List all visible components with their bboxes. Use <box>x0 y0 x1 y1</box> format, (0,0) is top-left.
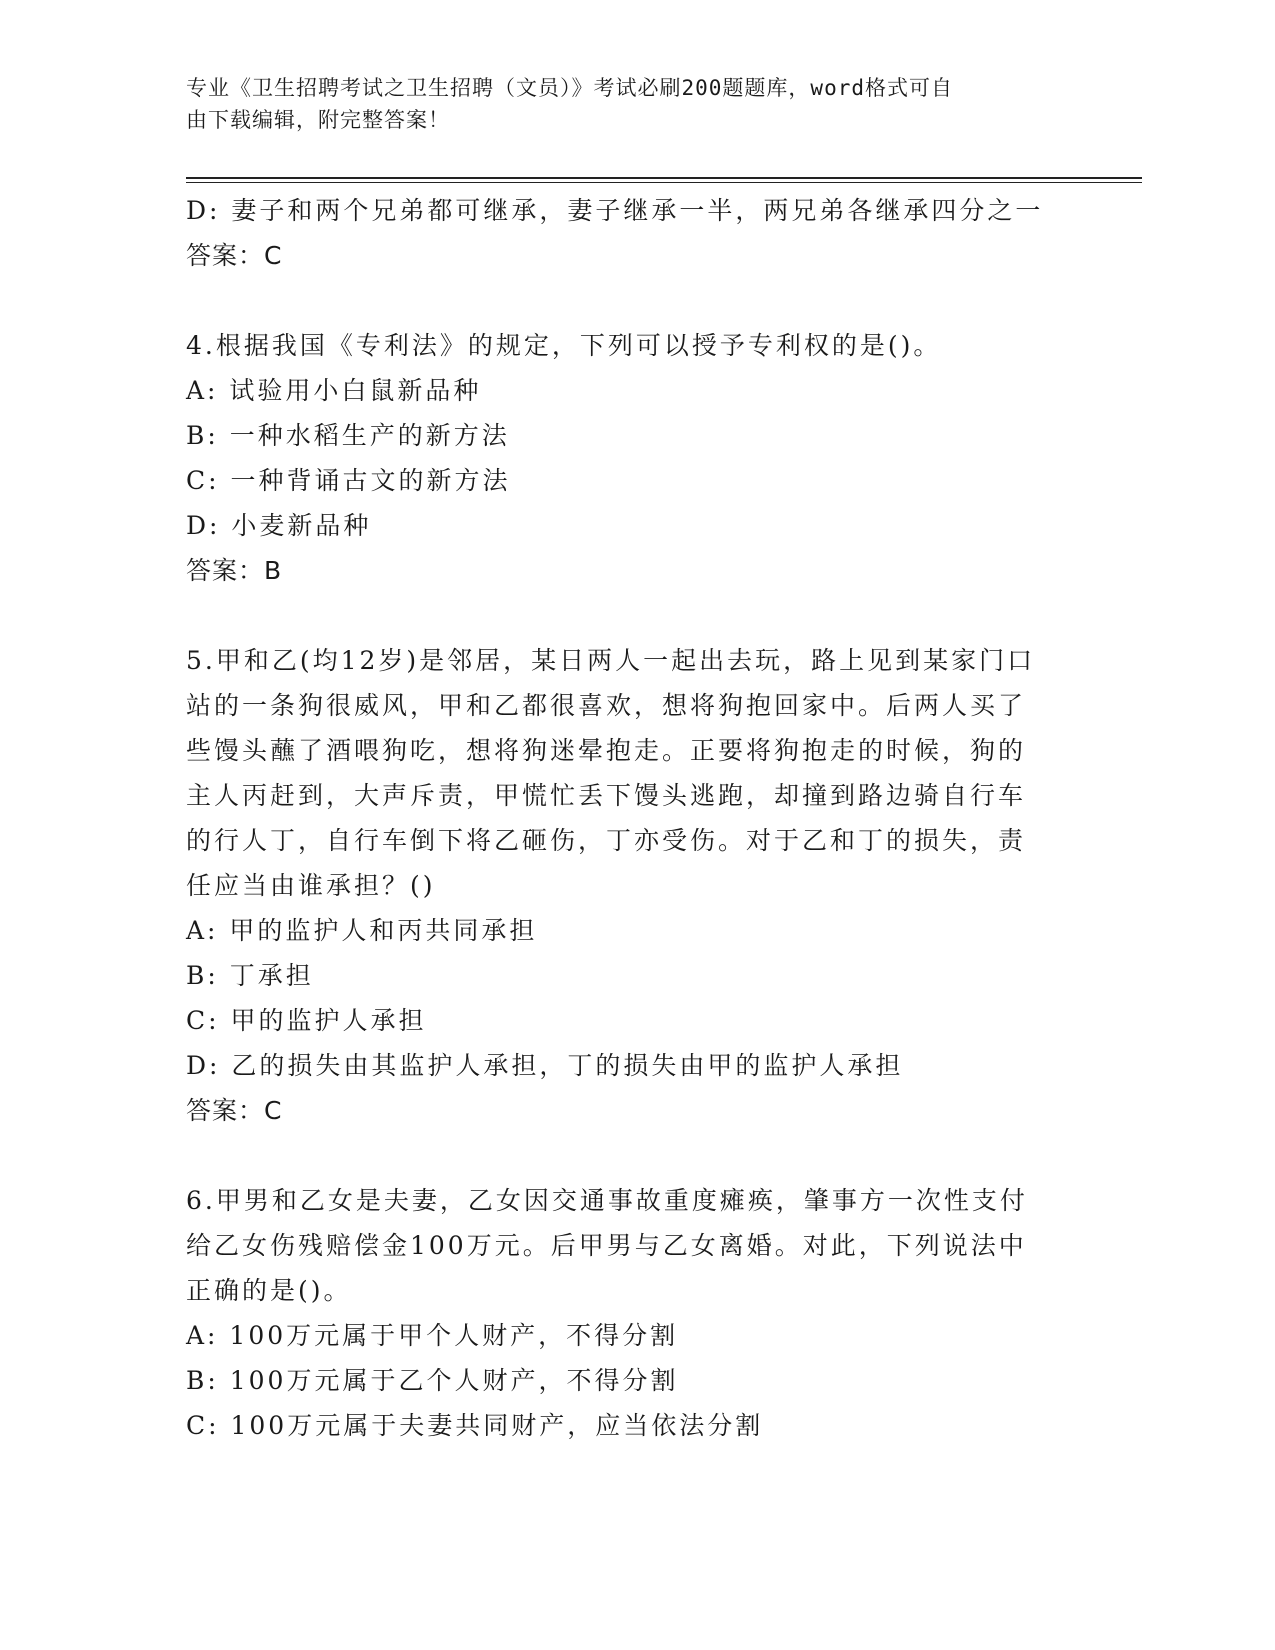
q5-stem-line: 的行人丁，自行车倒下将乙砸伤，丁亦受伤。对于乙和丁的损失，责 <box>186 826 1027 855</box>
q5-answer: 答案：C <box>186 1096 283 1125</box>
header-line-1: 专业《卫生招聘考试之卫生招聘（文员）》考试必刷200题题库，word格式可自 <box>186 76 953 100</box>
spacer <box>186 1133 1066 1178</box>
q3-option-d: D: 妻子和两个兄弟都可继承，妻子继承一半，两兄弟各继承四分之一 <box>186 196 1044 225</box>
q6-stem-line: 正确的是()。 <box>186 1276 352 1305</box>
q6-stem-line: 6.甲男和乙女是夫妻，乙女因交通事故重度瘫痪，肇事方一次性支付 <box>186 1186 1028 1215</box>
q5-stem-line: 任应当由谁承担？() <box>186 871 436 900</box>
q5-option-a: A: 甲的监护人和丙共同承担 <box>186 916 538 945</box>
q3-answer: 答案：C <box>186 241 283 270</box>
q4-answer: 答案：B <box>186 556 283 585</box>
q5-stem-line: 些馒头蘸了酒喂狗吃，想将狗迷晕抱走。正要将狗抱走的时候，狗的 <box>186 736 1027 765</box>
q6-option-a: A: 100万元属于甲个人财产，不得分割 <box>186 1321 679 1350</box>
spacer <box>186 278 1066 323</box>
question-content <box>186 188 1066 1448</box>
q6-stem-line: 给乙女伤残赔偿金100万元。后甲男与乙女离婚。对此，下列说法中 <box>186 1231 1027 1260</box>
q5-stem-line: 主人丙赶到，大声斥责，甲慌忙丢下馒头逃跑，却撞到路边骑自行车 <box>186 781 1027 810</box>
q4-stem: 4.根据我国《专利法》的规定，下列可以授予专利权的是()。 <box>186 331 942 360</box>
q4-option-a: A: 试验用小白鼠新品种 <box>186 376 482 405</box>
header-line-2: 由下载编辑，附完整答案！ <box>186 108 450 132</box>
q4-option-b: B: 一种水稻生产的新方法 <box>186 421 510 450</box>
header-rule-thin <box>186 182 1142 183</box>
q6-option-c: C: 100万元属于夫妻共同财产，应当依法分割 <box>186 1411 764 1440</box>
document-header <box>186 72 1066 136</box>
q5-option-d: D: 乙的损失由其监护人承担，丁的损失由甲的监护人承担 <box>186 1051 904 1080</box>
q5-stem-line: 站的一条狗很威风，甲和乙都很喜欢，想将狗抱回家中。后两人买了 <box>186 691 1027 720</box>
q5-option-b: B: 丁承担 <box>186 961 314 990</box>
q6-option-b: B: 100万元属于乙个人财产，不得分割 <box>186 1366 679 1395</box>
header-rule-thick <box>186 177 1142 179</box>
q4-option-d: D: 小麦新品种 <box>186 511 372 540</box>
spacer <box>186 593 1066 638</box>
q5-stem-line: 5.甲和乙(均12岁)是邻居，某日两人一起出去玩，路上见到某家门口 <box>186 646 1036 675</box>
q4-option-c: C: 一种背诵古文的新方法 <box>186 466 511 495</box>
q5-option-c: C: 甲的监护人承担 <box>186 1006 427 1035</box>
